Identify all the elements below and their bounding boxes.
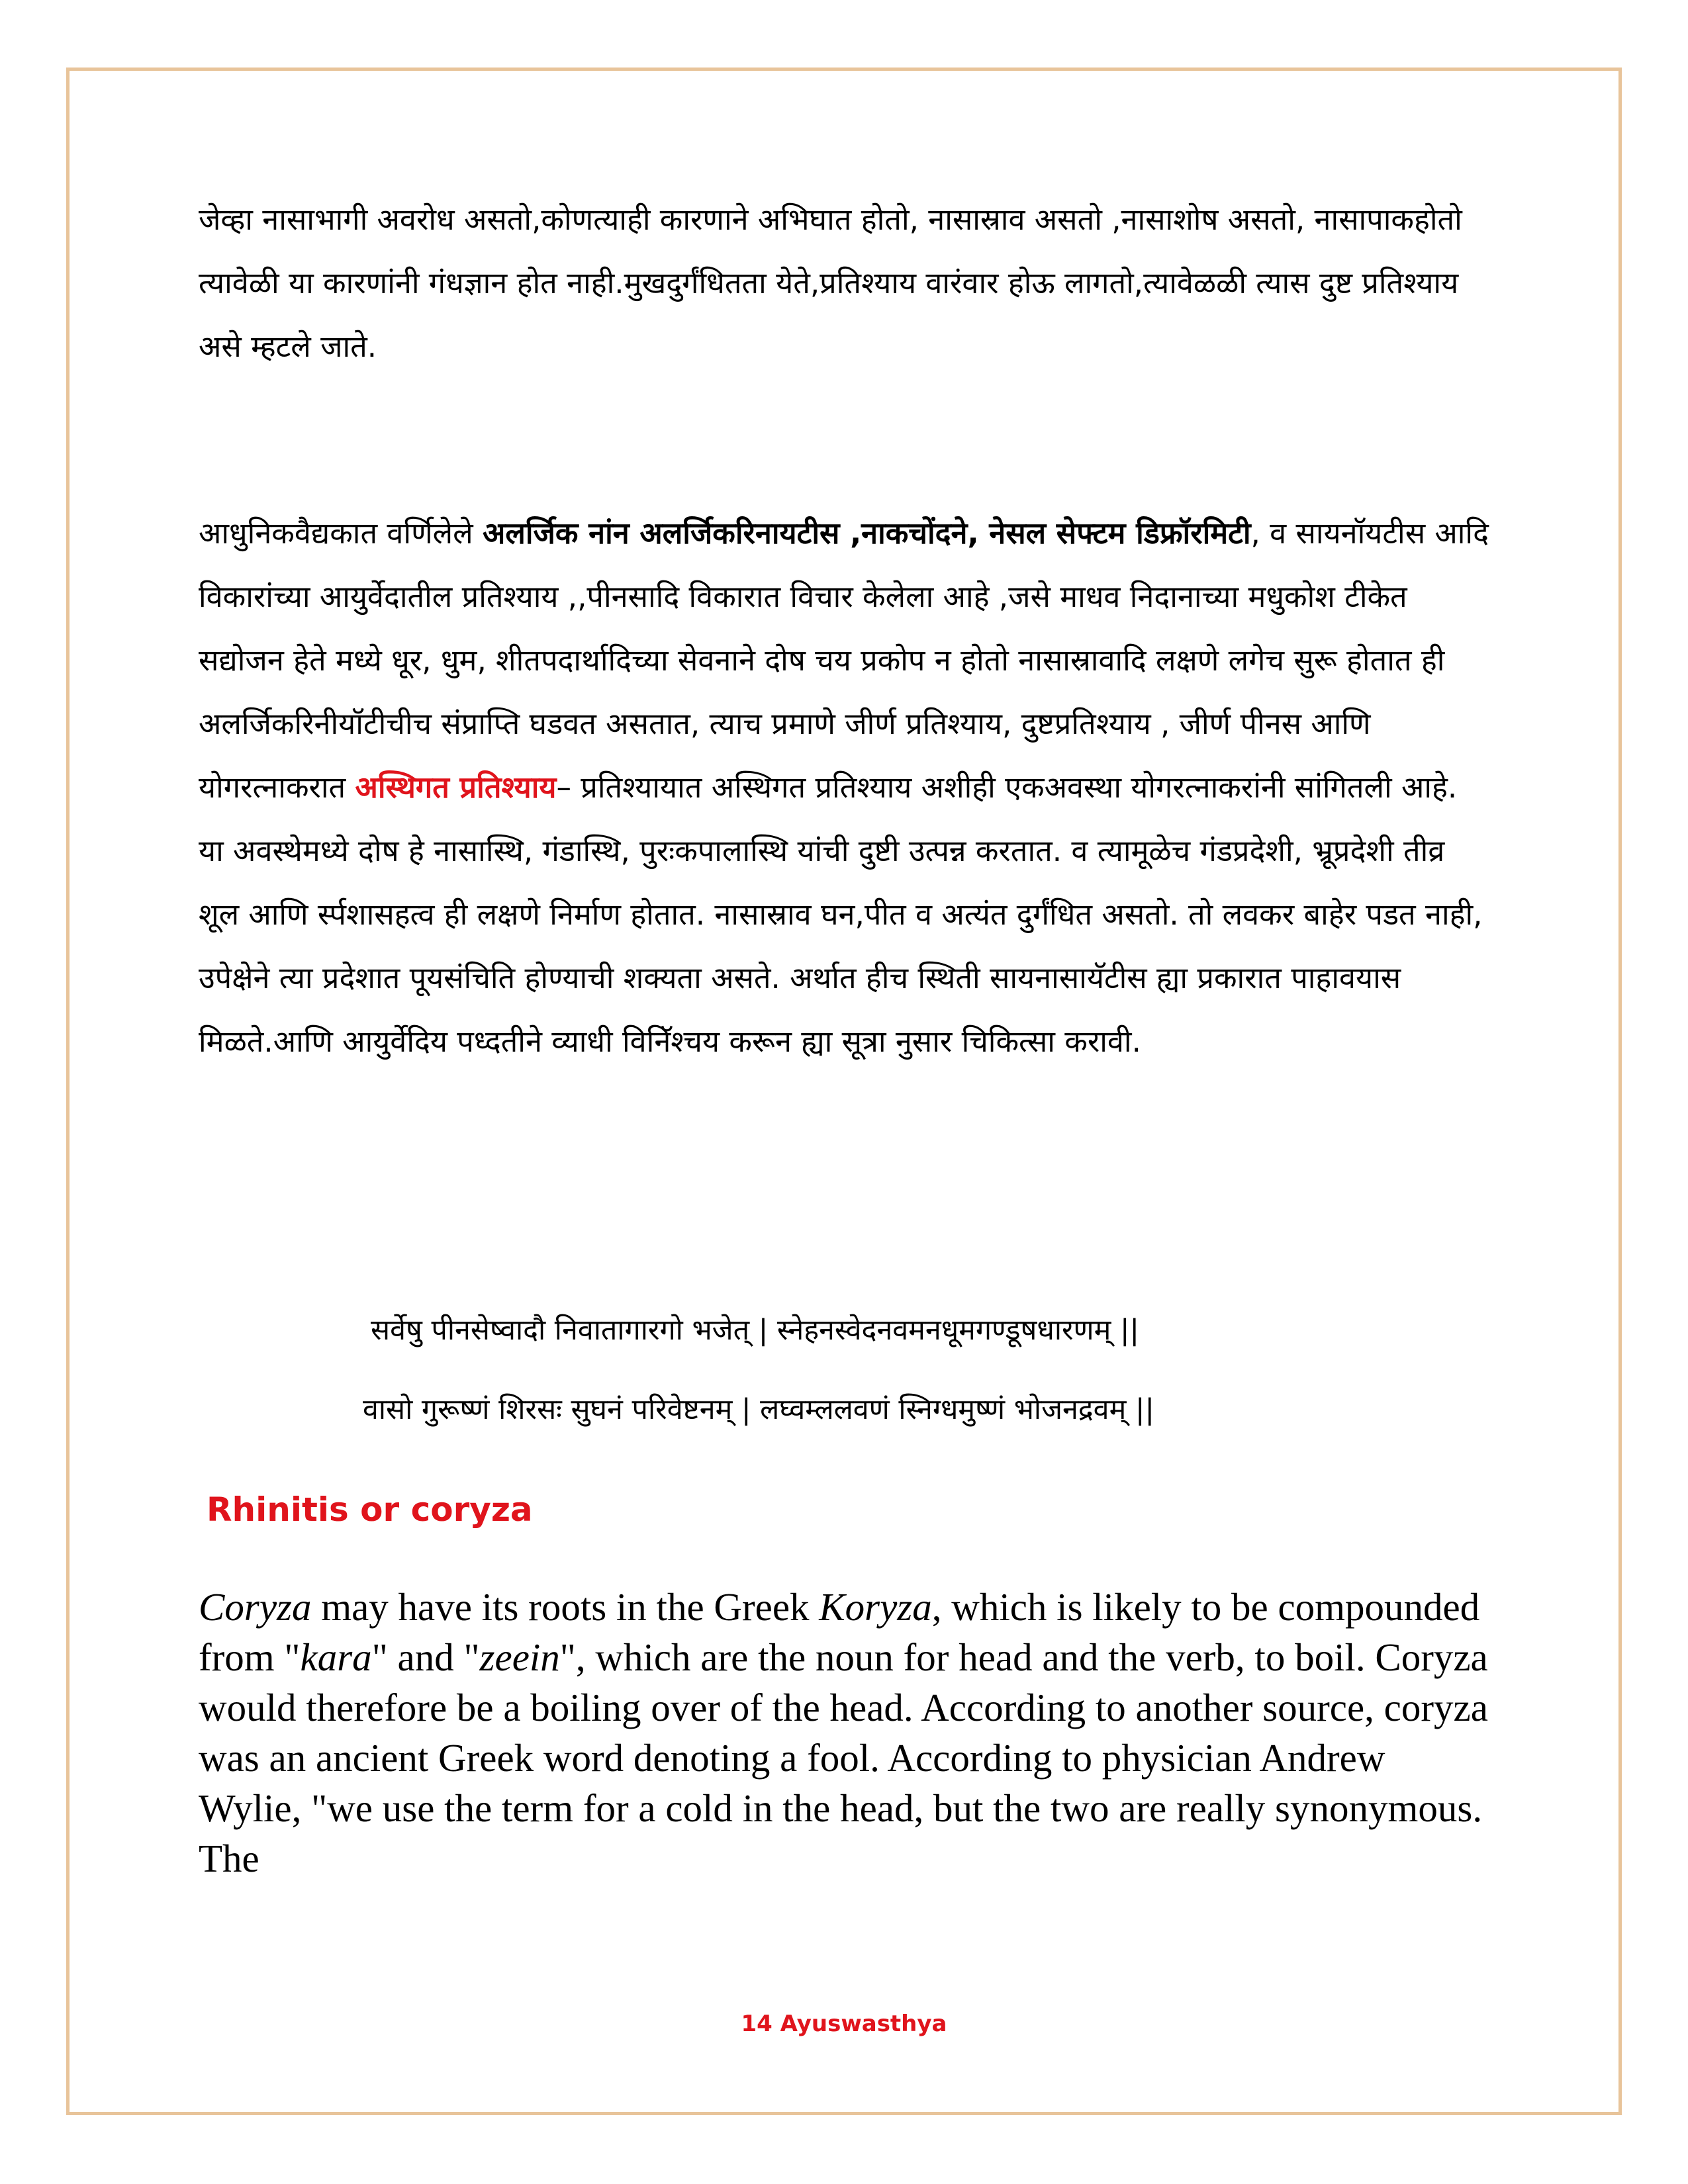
paragraph-text: – प्रतिश्यायात अस्थिगत प्रतिश्याय अशीही एकअवस्था योगरत्नाकरांनी सांगितली आहे. या अवस्थेमध्ये दोष हे नासास्थि, गंडास्थि, पुरःकपालास्थि यांची दुष्टी उत्पन्न करतात. व त्यामूळेच गंडप्रदेशी, भ्रूप्रदेशी तीव्र शूल आणि र्स्पशासहत्व ही लक्षणे निर्माण होतात. नासास्राव घन,पीत व अत्यंत दुर्गंधित असतो. तो लवकर बाहेर पडत नाही, उपेक्षेने त्या प्रदेशात पूयसंचिति होण्याची शक्यता असते. अर्थात हीच स्थिती सायनासायॅटीस ह्या प्रकारात पाहावयास मिळते.आणि आयुर्वेदिय पध्दतीने व्याधी विनिॅश्चय करून ह्या सूत्रा नुसार चिकित्सा करावी.: [199, 770, 1483, 1059]
italic-term: zeein: [479, 1635, 560, 1679]
shloka-line-1: सर्वेषु पीनसेष्वादौ निवातागारगो भजेत् | स्नेहनस्वेदनवमनधूमगण्डूषधारणम् ||: [371, 1314, 1139, 1347]
page-footer: 14 Ayuswasthya: [741, 2011, 947, 2037]
text-run: " and ": [371, 1635, 480, 1679]
paragraph-text: जेव्हा नासाभागी अवरोध असतो,कोणत्याही कारणाने अभिघात होतो, नासास्राव असतो ,नासाशोष असतो, नासापाकहोतो त्यावेळी या कारणांनी गंधज्ञान होत नाही.मुखदुर्गंधितता येते,प्रतिश्याय वारंवार होऊ लागतो,त्यावेळळी त्यास दुष्ट प्रतिश्याय असे म्हटले जाते.: [199, 202, 1462, 364]
text-run: may have its roots in the Greek: [311, 1585, 820, 1629]
shloka-line-2: वासो गुरूष्णं शिरसः सुघनं परिवेष्टनम् | लघ्वम्ललवणं स्निग्धमुष्णं भोजनद्रवम् ||: [363, 1393, 1154, 1426]
text-run: ", which are the noun for head and the verb, to boil. Coryza would therefore be a boiling over of the head. According to another source, coryza was an ancient Greek word denoting a fool. According to physician Andrew Wylie, "we use the term for a cold in the head, but the two are really synonymous. The: [199, 1635, 1488, 1880]
text-run: , which is likely to be compounded from ": [199, 1585, 1480, 1679]
highlight-asthigat-pratishyay: अस्थिगत प्रतिश्याय: [355, 770, 557, 805]
paragraph-text: , व सायनॉयटीस आदि विकारांच्या आयुर्वेदातील प्रतिश्याय ,,पीनसादि विकारात विचार केलेला आहे ,जसे माधव निदानाच्या मधुकोश टीकेत सद्योजन हेते मध्ये धूर, धुम, शीतपदार्थादिच्या सेवनाने दोष चय प्रकोप न होतो नासास्रावादि लक्षणे लगेच सुरू होतात ही अलर्जिकरिनीयॉटीचीच संप्राप्ति घडवत असतात, त्याच प्रमाणे जीर्ण प्रतिश्याय, दुष्टप्रतिश्याय , जीर्ण पीनस आणि योगरत्नाकरात: [199, 516, 1489, 805]
italic-term: Coryza: [199, 1585, 312, 1629]
paragraph-coryza-etymology: [199, 1582, 1496, 1884]
paragraph-modern-medicine: [199, 502, 1489, 1073]
italic-term: kara: [300, 1635, 372, 1679]
section-heading: Rhinitis or coryza: [207, 1490, 533, 1529]
bold-disease-terms: अलर्जिक नांन अलर्जिकरिनायटीस ,नाकचोंदने, नेसल सेफ्टम डिफ्रॉरमिटी: [482, 516, 1251, 551]
italic-term: Koryza: [819, 1585, 932, 1629]
paragraph-text: आधुनिकवैद्यकात वर्णिलेले: [199, 516, 483, 551]
paragraph-nasal-obstruction: [199, 188, 1489, 379]
